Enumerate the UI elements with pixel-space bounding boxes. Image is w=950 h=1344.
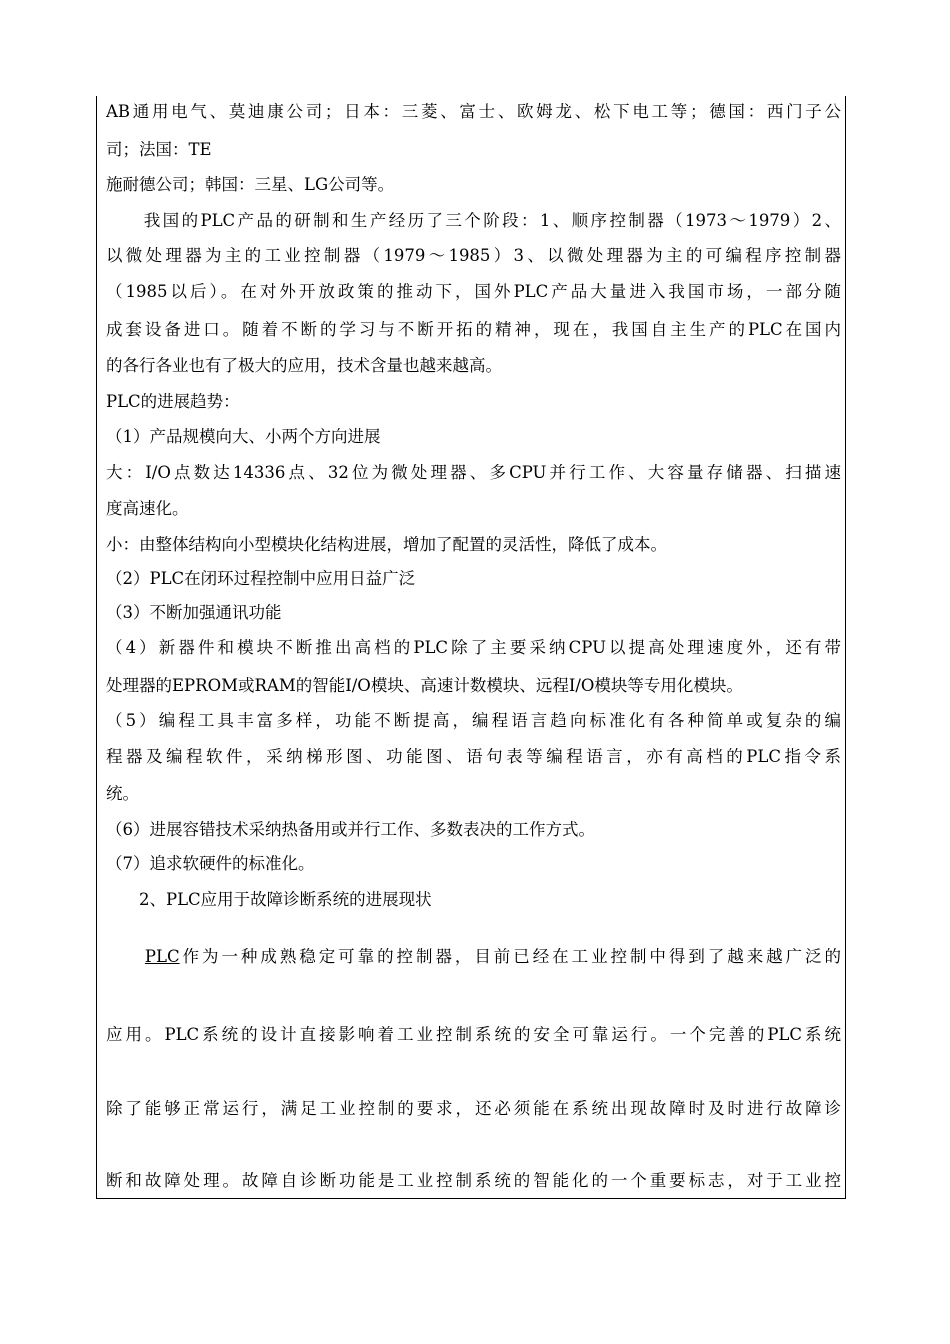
paragraph-line: 应用。PLC系统的设计直接影响着工业控制系统的安全可靠运行。一个完善的PLC系统 — [106, 1025, 841, 1044]
paragraph-line: 断和故障处理。故障自诊断功能是工业控制系统的智能化的一个重要标志，对于工业控 — [106, 1171, 841, 1190]
text-line: （1）产品规模向大、小两个方向进展 — [106, 427, 381, 446]
text-line: 的各行各业也有了极大的应用，技术含量也越来越高。 — [106, 356, 502, 375]
text-line: 以微处理器为主的工业控制器（1979～1985）3、以微处理器为主的可编程序控制器 — [106, 246, 841, 265]
text-line: 司；法国：TE — [106, 140, 212, 159]
text-line: （3）不断加强通讯功能 — [106, 603, 282, 622]
paragraph-line: 除了能够正常运行，满足工业控制的要求，还必须能在系统出现故障时及时进行故障诊 — [106, 1099, 841, 1118]
plc-link[interactable]: PLC — [144, 947, 180, 966]
text-line: （2）PLC在闭环过程控制中应用日益广泛 — [106, 569, 416, 588]
text-line: 大：I/O点数达14336点、32位为微处理器、多CPU并行工作、大容量存储器、扫描速 — [106, 463, 841, 482]
text-line: （7）追求软硬件的标准化。 — [106, 854, 315, 873]
text-line: 我国的PLC产品的研制和生产经历了三个阶段：1、顺序控制器（1973～1979）2、 — [106, 211, 841, 230]
text-line: 施耐德公司；韩国：三星、LG公司等。 — [106, 175, 395, 194]
paragraph-line: PLC作为一种成熟稳定可靠的控制器，目前已经在工业控制中得到了越来越广泛的 — [144, 947, 841, 966]
text-line: 程器及编程软件，采纳梯形图、功能图、语句表等编程语言，亦有高档的PLC指令系 — [106, 747, 841, 766]
text-line: 成套设备进口。随着不断的学习与不断开拓的精神，现在，我国自主生产的PLC在国内 — [106, 320, 841, 339]
text-line: （5）编程工具丰富多样，功能不断提高，编程语言趋向标准化有各种简单或复杂的编 — [106, 711, 841, 730]
text-line: （4）新器件和模块不断推出高档的PLC除了主要采纳CPU以提高处理速度外，还有带 — [106, 638, 841, 657]
text-line: 统。 — [106, 784, 139, 803]
text-line: PLC的进展趋势： — [106, 392, 240, 411]
section-heading: 2、PLC应用于故障诊断系统的进展现状 — [106, 890, 432, 909]
text-line: AB通用电气、莫迪康公司；日本：三菱、富士、欧姆龙、松下电工等；德国：西门子公 — [106, 102, 841, 121]
text-line: 处理器的EPROM或RAM的智能I/O模块、高速计数模块、远程I/O模块等专用化模块。 — [106, 676, 743, 695]
text-line: 度高速化。 — [106, 499, 189, 518]
text-line: （6）进展容错技术采纳热备用或并行工作、多数表决的工作方式。 — [106, 820, 595, 839]
text-line: 小：由整体结构向小型模块化结构进展，增加了配置的灵活性，降低了成本。 — [106, 535, 667, 554]
text-line: （1985以后）。在对外开放政策的推动下，国外PLC产品大量进入我国市场，一部分随 — [106, 282, 841, 301]
